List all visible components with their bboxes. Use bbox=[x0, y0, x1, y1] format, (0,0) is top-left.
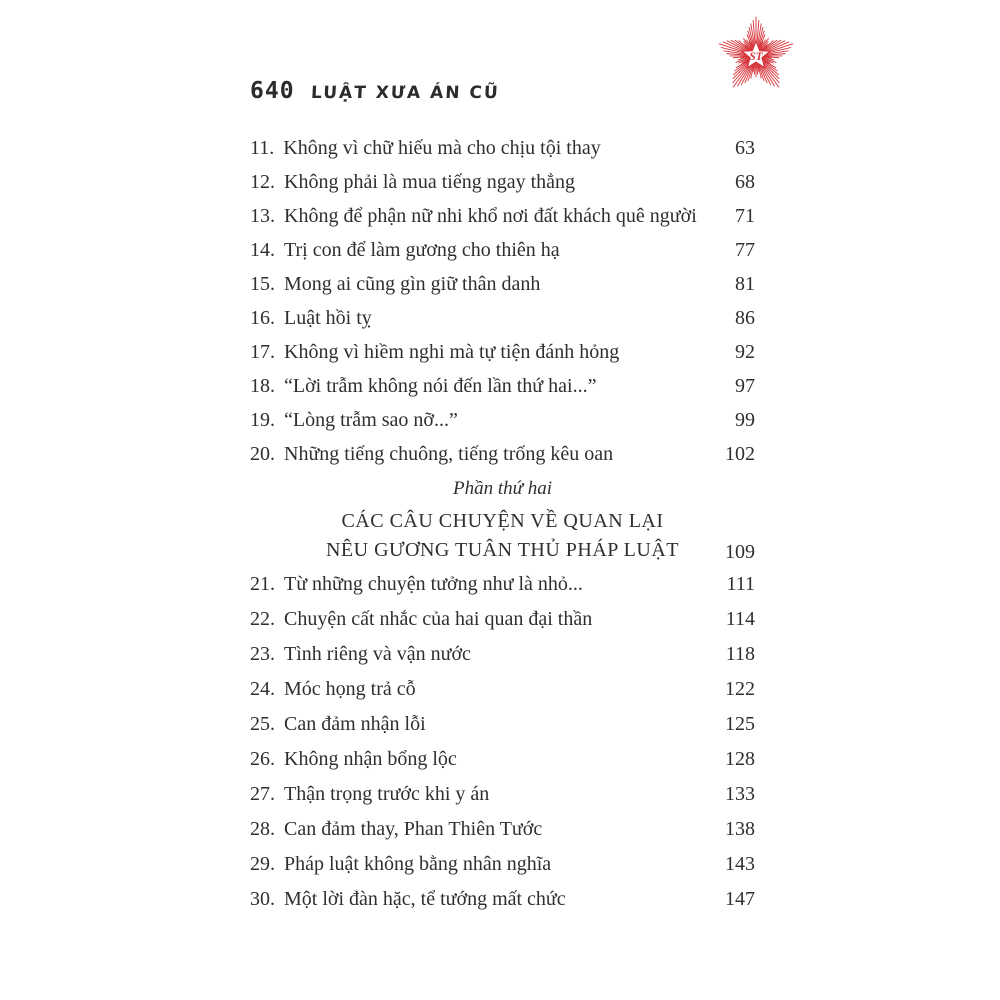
section-heading bbox=[250, 479, 755, 565]
toc-entry-page: 92 bbox=[735, 341, 755, 363]
toc-entry bbox=[250, 776, 755, 811]
toc-entry-number: 14. bbox=[250, 239, 275, 261]
toc-entry-page: 77 bbox=[735, 239, 755, 261]
toc-list-part1 bbox=[250, 131, 755, 471]
toc-entry-page: 86 bbox=[735, 307, 755, 329]
star-burst-icon bbox=[712, 10, 800, 98]
toc-entry bbox=[250, 233, 755, 267]
toc-entry-text: Không nhận bổng lộc bbox=[284, 747, 457, 770]
toc-entry bbox=[250, 811, 755, 846]
toc-entry bbox=[250, 881, 755, 916]
toc-entry-text: Can đảm thay, Phan Thiên Tước bbox=[284, 817, 543, 840]
toc-entry-page: 147 bbox=[725, 887, 755, 910]
toc-entry bbox=[250, 301, 755, 335]
running-head bbox=[250, 78, 499, 104]
toc-entry-number: 22. bbox=[250, 607, 275, 630]
toc-entry-text: Không vì hiềm nghi mà tự tiện đánh hỏng bbox=[284, 341, 620, 363]
toc-entry-page: 125 bbox=[725, 712, 755, 735]
toc-entry-text: Mong ai cũng gìn giữ thân danh bbox=[284, 273, 541, 295]
book-title: LUẬT XƯA ÁN CŨ bbox=[310, 83, 500, 103]
toc-entry bbox=[250, 706, 755, 741]
toc-entry-text: Tình riêng và vận nước bbox=[284, 642, 471, 665]
toc-entry-page: 118 bbox=[725, 642, 755, 665]
toc-entry-number: 21. bbox=[250, 572, 275, 595]
toc-entry-text: Pháp luật không bằng nhân nghĩa bbox=[284, 852, 552, 875]
toc-entry-title bbox=[250, 240, 560, 260]
toc-entry-title bbox=[250, 679, 416, 699]
toc-entry-title bbox=[250, 644, 471, 664]
toc-entry bbox=[250, 671, 755, 706]
toc-entry-text: Luật hồi tỵ bbox=[284, 307, 372, 329]
toc-entry-number: 13. bbox=[250, 205, 275, 227]
section-title-line1: CÁC CÂU CHUYỆN VỀ QUAN LẠI bbox=[341, 510, 664, 532]
toc-entry-text: Thận trọng trước khi y án bbox=[284, 782, 490, 805]
toc-entry-number: 24. bbox=[250, 677, 275, 700]
toc-entry-title bbox=[250, 342, 619, 362]
toc-entry-page: 97 bbox=[735, 375, 755, 397]
toc-entry-text: Từ những chuyện tưởng như là nhỏ... bbox=[284, 572, 583, 595]
section-title-line2: NÊU GƯƠNG TUÂN THỦ PHÁP LUẬT bbox=[325, 539, 680, 561]
toc-entry-page: 133 bbox=[725, 782, 755, 805]
toc-entry-title bbox=[250, 444, 613, 464]
toc-entry-text: Can đảm nhận lỗi bbox=[284, 712, 426, 735]
section-kicker: Phần thứ hai bbox=[452, 478, 553, 499]
toc-entry-number: 16. bbox=[250, 307, 275, 329]
toc-entry bbox=[250, 335, 755, 369]
toc-entry-text: Trị con để làm gương cho thiên hạ bbox=[284, 239, 560, 261]
toc-entry-number: 28. bbox=[250, 817, 275, 840]
toc-entry-title bbox=[250, 376, 596, 396]
toc-entry-text: Chuyện cất nhắc của hai quan đại thần bbox=[284, 607, 593, 630]
toc-entry-text: “Lời trẫm không nói đến lần thứ hai...” bbox=[284, 375, 597, 397]
logo-monogram: ST bbox=[749, 51, 763, 64]
toc-entry bbox=[250, 636, 755, 671]
publisher-star-logo bbox=[712, 10, 800, 98]
toc-entry-title bbox=[250, 206, 697, 226]
toc-entry-page: 143 bbox=[725, 852, 755, 875]
toc-entry bbox=[250, 741, 755, 776]
toc-entry-text: Không để phận nữ nhi khổ nơi đất khách quê người bbox=[284, 205, 697, 227]
toc-entry-title bbox=[250, 609, 592, 629]
toc-entry bbox=[250, 199, 755, 233]
toc-entry-page: 71 bbox=[735, 205, 755, 227]
toc-entry bbox=[250, 566, 755, 601]
toc-entry-page: 63 bbox=[735, 137, 755, 159]
toc-entry-page: 138 bbox=[725, 817, 755, 840]
toc-entry-number: 18. bbox=[250, 375, 275, 397]
toc-entry-number: 30. bbox=[250, 887, 275, 910]
toc-entry-page: 99 bbox=[735, 409, 755, 431]
toc-entry-title bbox=[250, 784, 489, 804]
toc-entry-number: 11. bbox=[250, 137, 275, 159]
toc-entry-page: 68 bbox=[735, 171, 755, 193]
toc-entry-page: 111 bbox=[726, 572, 755, 595]
toc-entry-text: Không phải là mua tiếng ngay thẳng bbox=[284, 171, 576, 193]
toc-entry-number: 20. bbox=[250, 443, 275, 465]
toc-entry-text: Những tiếng chuông, tiếng trống kêu oan bbox=[284, 443, 614, 465]
toc-entry-page: 81 bbox=[735, 273, 755, 295]
section-page-number: 109 bbox=[725, 541, 755, 563]
toc-entry-number: 26. bbox=[250, 747, 275, 770]
toc-entry bbox=[250, 846, 755, 881]
toc-entry-title bbox=[250, 574, 583, 594]
folio-number: 640 bbox=[250, 78, 295, 104]
toc-entry-number: 17. bbox=[250, 341, 275, 363]
toc-entry bbox=[250, 131, 755, 165]
toc-entry-title bbox=[250, 138, 601, 158]
toc-entry-number: 25. bbox=[250, 712, 275, 735]
toc-entry-number: 19. bbox=[250, 409, 275, 431]
toc-entry-title bbox=[250, 172, 575, 192]
toc-entry-number: 15. bbox=[250, 273, 275, 295]
toc-entry-title bbox=[250, 819, 542, 839]
toc-entry bbox=[250, 403, 755, 437]
toc-entry-number: 27. bbox=[250, 782, 275, 805]
toc-entry-title bbox=[250, 410, 458, 430]
toc-entry-page: 122 bbox=[725, 677, 755, 700]
toc-entry-title bbox=[250, 714, 426, 734]
toc-entry-page: 102 bbox=[725, 443, 755, 465]
toc-entry bbox=[250, 369, 755, 403]
toc-entry-page: 114 bbox=[725, 607, 755, 630]
toc-entry-number: 29. bbox=[250, 852, 275, 875]
toc-entry-text: Một lời đàn hặc, tể tướng mất chức bbox=[284, 887, 566, 910]
toc-entry-number: 12. bbox=[250, 171, 275, 193]
toc-entry-title bbox=[250, 749, 457, 769]
toc-entry bbox=[250, 437, 755, 471]
toc-entry-title bbox=[250, 854, 551, 874]
toc-entry-number: 23. bbox=[250, 642, 275, 665]
toc-entry-text: “Lòng trẫm sao nỡ...” bbox=[284, 409, 458, 431]
toc-entry bbox=[250, 165, 755, 199]
toc-entry-title bbox=[250, 308, 372, 328]
toc-entry-title bbox=[250, 889, 566, 909]
toc-entry-title bbox=[250, 274, 540, 294]
toc-entry bbox=[250, 601, 755, 636]
toc-list-part2 bbox=[250, 566, 755, 916]
toc-entry-text: Móc họng trả cỗ bbox=[284, 677, 416, 700]
toc-entry-text: Không vì chữ hiếu mà cho chịu tội thay bbox=[283, 137, 601, 159]
toc-entry-page: 128 bbox=[725, 747, 755, 770]
toc-entry bbox=[250, 267, 755, 301]
